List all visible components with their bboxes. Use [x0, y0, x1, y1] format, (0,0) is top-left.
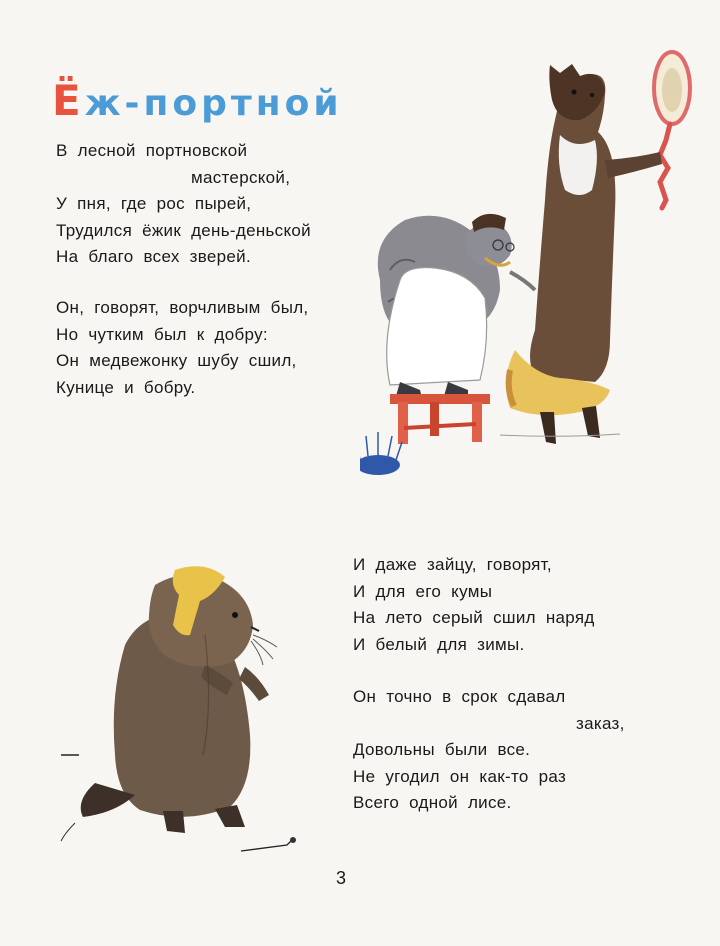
verse-line: И белый для зимы. — [353, 634, 525, 654]
stanza-3 — [353, 552, 595, 658]
stanza-2 — [56, 295, 308, 401]
page-title — [52, 76, 343, 125]
verse-line: У пня, где рос пырей, — [56, 194, 252, 213]
title-first-letter: Ё — [52, 76, 85, 125]
verse-line: Но чутким был к добру: — [56, 324, 268, 344]
pincushion-icon — [360, 432, 402, 475]
verse-line: Довольны были все. — [353, 740, 531, 759]
page-number: 3 — [336, 868, 347, 888]
verse-line: В лесной портновской — [56, 141, 248, 160]
verse-line: Кунице и бобру. — [56, 377, 196, 397]
verse-line: На благо всех зверей. — [56, 247, 251, 266]
stanza-4 — [353, 684, 625, 817]
verse-line: И даже зайцу, говорят, — [353, 555, 552, 574]
beaver-figure — [81, 566, 277, 833]
verse-line: Он точно в срок сдавал — [353, 687, 566, 706]
red-stool — [390, 394, 490, 444]
marten-figure — [506, 64, 662, 444]
verse-line: Не угодил он как-то раз — [353, 766, 567, 786]
beaver-illustration — [55, 555, 315, 865]
title-rest: ж-портной — [84, 83, 343, 124]
hand-mirror-icon — [654, 52, 690, 208]
verse-line: заказ, — [576, 713, 625, 733]
verse-line: И для его кумы — [353, 581, 493, 601]
verse-line: Всего одной лисе. — [353, 793, 512, 812]
verse-line: Он, говорят, ворчливым был, — [56, 298, 309, 317]
verse-line: мастерской, — [191, 167, 291, 187]
verse-line: На лето серый сшил наряд — [353, 608, 595, 627]
verse-line: Трудился ёжик день-деньской — [56, 220, 311, 240]
verse-line: Он медвежонку шубу сшил, — [56, 351, 297, 370]
hedgehog-tailor-marten-illustration — [360, 40, 700, 490]
stanza-1 — [56, 138, 311, 271]
